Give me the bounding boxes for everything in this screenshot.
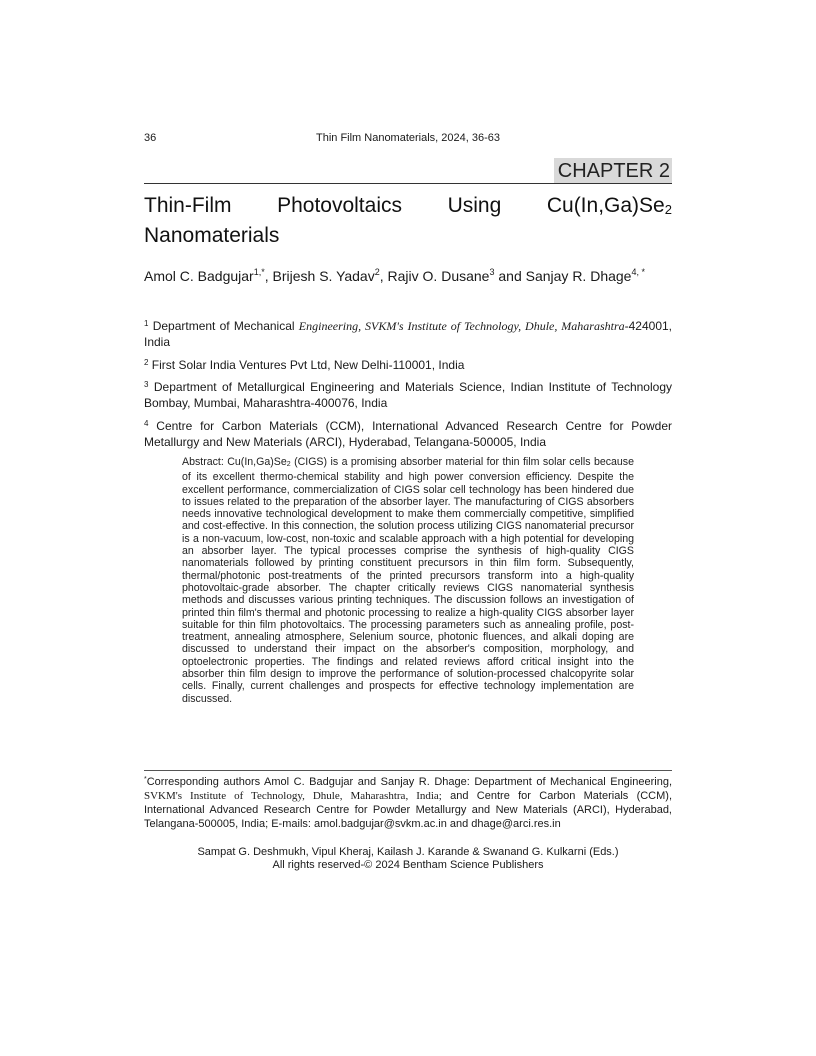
author-name: Amol C. Badgujar: [144, 268, 254, 284]
running-head: Thin Film Nanomaterials, 2024, 36-63: [315, 132, 501, 144]
affiliation-4: $^4$ Centre for Carbon Materials (CCM), International Advanced Research Centre for Powder Metallurgy and New Materials (ARCI), Hyderabad, Telangana-500005, India: [144, 419, 672, 449]
chapter-divider: [144, 183, 672, 184]
affiliation-2: $^2$ First Solar India Ventures Pvt Ltd, New Delhi-110001, India: [144, 358, 465, 372]
abstract: Abstract: $Cu(In,Ga)Se_2$ (CIGS) is a promising absorber material for thin film solar cells because of its excellent thermo-chemical stability and high power conversion efficiency. Despite the excellent performance, commercialization of CIGS solar cell technology has been hindered due to issues related to the preparation of the absorber layer. The manufacturing of CIGS absorbers needs innovative technological development to make them commercially competitive, simplified and cost-effective. In this connection, the solution process utilizing CIGS nanomaterial precursor is a non-vacuum, low-cost, non-toxic and scalable approach with a high potential for developing an absorber layer. The typical processes comprise the synthesis of high-quality CIGS nanomaterials followed by printing constituent precursors in thin film form. Subsequently, thermal/photonic post-treatments of the printed precursors transform into a high-quality photovoltaic-grade absorber. The chapter critically reviews CIGS nanomaterial synthesis methods and discusses various printing techniques. The discussion follows an investigation of printed thin film's thermal and photonic processing to realize a high-quality CIGS absorber layer suitable for thin film photovoltaics. The processing parameters such as annealing profile, post-treatment, annealing atmosphere, Selenium source, photonic fluences, and alkali doping are discussed to understand their impact on the absorber's composition, morphology, and optoelectronic properties. The findings and related reviews afford critical insight into the absorber thin film design to improve the performance of solution-processed chalcopyrite solar cells. Finally, current challenges and prospects for effective technology implementation are discussed.: [182, 456, 634, 705]
abstract-body: (CIGS) is a promising absorber material for thin film solar cells because of its excellent thermo-chemical stability and high power conversion efficiency. Despite the excellent performance, commercialization of CIGS solar cell technology has been hindered due to issues related to the preparation of the absorber layer. The manufacturing of CIGS absorbers needs innovative technological development to make them commercially competitive, simplified and cost-effective. In this connection, the solution process utilizing CIGS nanomaterial precursor is a non-vacuum, low-cost, non-toxic and scalable approach with a high potential for developing an absorber layer. The typical processes comprise the synthesis of high-quality CIGS nanomaterials followed by printing constituent precursors in thin film form. Subsequently, thermal/photonic post-treatments of the printed precursors transform into a high-quality photovoltaic-grade absorber. The chapter critically reviews CIGS nanomaterial synthesis methods and discusses various printing techniques. The discussion follows an investigation of printed thin film's thermal and photonic processing to realize a high-quality CIGS absorber layer suitable for thin film photovoltaics. The processing parameters such as annealing profile, post-treatment, annealing atmosphere, Selenium source, photonic fluences, and alkali doping are discussed to understand their impact on the absorber's composition, morphology, and optoelectronic properties. The findings and related reviews afford critical insight into the absorber thin film design to improve the performance of solution-processed chalcopyrite solar cells. Finally, current challenges and prospects for effective technology implementation are discussed.: [182, 456, 634, 705]
corresponding-author-footnote: *Corresponding authors Amol C. Badgujar and Sanjay R. Dhage: Department of Mechanical Engineering, SVKM's Institute of Technology, Dhule, Maharashtra, India; and Centre for Carbon Materials (CCM), International Advanced Research Centre for Powder Metallurgy and New Materials (ARCI), Hyderabad, Telangana-500005, India; E-mails: amol.badgujar@svkm.ac.in and dhage@arci.res.in: [144, 776, 672, 830]
title-line-1: [144, 193, 672, 223]
affiliation-number: 3: [144, 380, 149, 389]
title-word: Photovoltaics: [277, 194, 402, 217]
title-subscript: 2: [664, 202, 672, 217]
title-formula: Cu(In,Ga)Se: [546, 194, 665, 217]
author-name: Brijesh S. Yadav: [272, 268, 375, 284]
title-word: Thin-Film: [144, 194, 232, 217]
author-affil-mark: 1,*: [253, 267, 265, 277]
affiliation-number: 1: [144, 319, 149, 328]
author-name: Sanjay R. Dhage: [525, 268, 632, 284]
footnote-divider: [144, 770, 672, 771]
affiliation-1: $^1$ Department of Mechanical Engineering, SVKM's Institute of Technology, Dhule, Maharashtra-424001, India: [144, 319, 672, 349]
abstract-lead: Abstract: Cu(In,Ga)Se: [182, 456, 287, 468]
affiliation-number: 2: [144, 358, 149, 367]
title-word: Using: [447, 194, 502, 217]
chapter-label: CHAPTER 2: [554, 158, 672, 183]
author-list: Amol C. Badgujar$^{1,*}$, Brijesh S. Yadav$^2$, Rajiv O. Dusane$^3$ and Sanjay R. Dhage$^{4, *}$: [144, 267, 645, 284]
page-number: 36: [144, 132, 157, 144]
copyright-line: All rights reserved-© 2024 Bentham Science Publishers: [272, 859, 544, 871]
author-name: Rajiv O. Dusane: [387, 268, 490, 284]
editors-line: Sampat G. Deshmukh, Vipul Kheraj, Kailash J. Karande & Swanand G. Kulkarni (Eds.): [197, 846, 619, 858]
editors-credit: [144, 846, 672, 872]
author-affil-mark: 3: [489, 267, 495, 277]
author-affil-mark: 4, *: [631, 267, 645, 277]
footnote-mark: *: [144, 776, 147, 783]
title-line-2: Nanomaterials: [144, 224, 280, 247]
affiliation-number: 4: [144, 419, 149, 428]
affiliation-3: $^3$ Department of Metallurgical Engineering and Materials Science, Indian Institute of Technology Bombay, Mumbai, Maharashtra-400076, India: [144, 380, 672, 410]
author-affil-mark: 2: [374, 267, 380, 277]
chapter-title: [144, 193, 672, 249]
title-word: [547, 193, 672, 223]
